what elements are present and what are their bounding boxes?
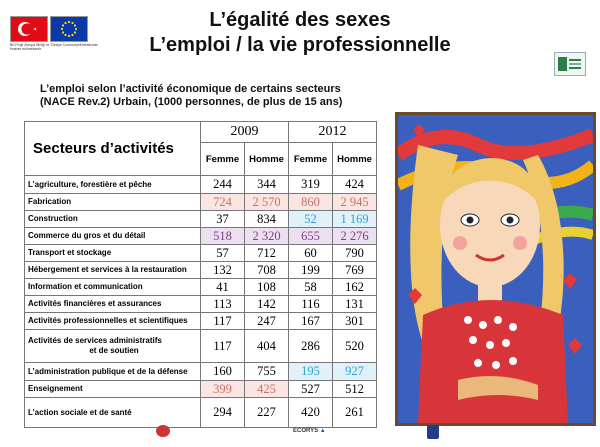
cell-value: 160	[201, 363, 245, 381]
table-row	[25, 296, 377, 313]
cell-value: 261	[333, 398, 377, 428]
table-row	[25, 176, 377, 194]
cell-value: 162	[333, 279, 377, 296]
cell-value: 41	[201, 279, 245, 296]
title-line-1: L’égalité des sexes	[209, 9, 391, 31]
sector-header: Secteurs d’activités	[25, 122, 201, 176]
page-title	[100, 8, 500, 58]
cell-value: 117	[201, 313, 245, 330]
table-row	[25, 228, 377, 245]
cell-value: 655	[289, 228, 333, 245]
table-row	[25, 363, 377, 381]
table-row	[25, 381, 377, 398]
cell-value: 52	[289, 211, 333, 228]
ministry-seal-icon	[427, 425, 439, 439]
cell-value: 142	[245, 296, 289, 313]
cell-value: 2 320	[245, 228, 289, 245]
cell-value: 2 570	[245, 194, 289, 211]
row-label-line-2: et de soutien	[89, 346, 139, 355]
row-label: Hébergement et services à la restauration	[25, 262, 201, 279]
cell-value: 57	[201, 245, 245, 262]
ecorys-logo	[293, 428, 353, 434]
employment-table	[24, 121, 377, 428]
cell-value: 712	[245, 245, 289, 262]
cell-value: 2 945	[333, 194, 377, 211]
female-header: Femme	[289, 143, 333, 176]
footer-logo-icon	[156, 425, 170, 437]
cell-value: 520	[333, 330, 377, 363]
cell-value: 527	[289, 381, 333, 398]
table-row	[25, 194, 377, 211]
cell-value: 60	[289, 245, 333, 262]
partner-logo-icon	[554, 52, 586, 76]
cell-value: 319	[289, 176, 333, 194]
cell-value: 167	[289, 313, 333, 330]
eu-flag-icon	[50, 16, 88, 42]
cell-value: 518	[201, 228, 245, 245]
year-header: 2012	[289, 122, 377, 143]
row-label	[25, 330, 201, 363]
female-header: Femme	[201, 143, 245, 176]
cell-value: 108	[245, 279, 289, 296]
cell-value: 117	[201, 330, 245, 363]
table-year-row	[25, 122, 377, 143]
male-header: Homme	[333, 143, 377, 176]
cell-value: 227	[245, 398, 289, 428]
cell-value: 755	[245, 363, 289, 381]
row-label: L’agriculture, forestière et pêche	[25, 176, 201, 194]
row-label: Information et communication	[25, 279, 201, 296]
cell-value: 116	[289, 296, 333, 313]
cell-value: 2 276	[333, 228, 377, 245]
cell-value: 195	[289, 363, 333, 381]
cell-value: 301	[333, 313, 377, 330]
cell-value: 708	[245, 262, 289, 279]
cell-value: 512	[333, 381, 377, 398]
table-row	[25, 279, 377, 296]
table-row	[25, 211, 377, 228]
table-row	[25, 245, 377, 262]
cell-value: 247	[245, 313, 289, 330]
cell-value: 294	[201, 398, 245, 428]
table-row	[25, 313, 377, 330]
table-caption	[40, 83, 380, 109]
cell-value: 344	[245, 176, 289, 194]
row-label-line-1: Activités de services administratifs	[28, 336, 162, 345]
turkey-flag-icon	[10, 16, 48, 42]
row-label: Activités professionnelles et scientifiques	[25, 313, 201, 330]
cell-value: 58	[289, 279, 333, 296]
cell-value: 790	[333, 245, 377, 262]
cell-value: 286	[289, 330, 333, 363]
cell-value: 1 169	[333, 211, 377, 228]
cell-value: 404	[245, 330, 289, 363]
cell-value: 769	[333, 262, 377, 279]
table-row	[25, 330, 377, 363]
title-line-2: L’emploi / la vie professionnelle	[149, 34, 451, 56]
triangle-icon: ▲	[319, 428, 326, 434]
cell-value: 424	[333, 176, 377, 194]
ecorys-label: ECORYS	[293, 428, 319, 434]
cell-value: 420	[289, 398, 333, 428]
cell-value: 132	[201, 262, 245, 279]
male-header: Homme	[245, 143, 289, 176]
cell-value: 113	[201, 296, 245, 313]
cell-value: 425	[245, 381, 289, 398]
cell-value: 244	[201, 176, 245, 194]
cell-value: 834	[245, 211, 289, 228]
cell-value: 724	[201, 194, 245, 211]
cell-value: 131	[333, 296, 377, 313]
table-row	[25, 262, 377, 279]
row-label: Transport et stockage	[25, 245, 201, 262]
row-label: Enseignement	[25, 381, 201, 398]
row-label: L’action sociale et de santé	[25, 398, 201, 428]
cell-value: 399	[201, 381, 245, 398]
cell-value: 199	[289, 262, 333, 279]
row-label: Activités financières et assurances	[25, 296, 201, 313]
row-label: Fabrication	[25, 194, 201, 211]
flags-caption: Bu Proje Avrupa Birliği ve Türkiye Cumhuriyeti tarafından finanse edilmektedir	[10, 43, 99, 51]
table-row	[25, 398, 377, 428]
row-label: L’administration publique et de la défense	[25, 363, 201, 381]
cell-value: 927	[333, 363, 377, 381]
row-label: Commerce du gros et du détail	[25, 228, 201, 245]
year-header: 2009	[201, 122, 289, 143]
caption-line-1: L’emploi selon l’activité économique de certains secteurs	[40, 83, 341, 95]
caption-line-2: (NACE Rev.2) Urbain, (1000 personnes, de plus de 15 ans)	[40, 96, 343, 108]
row-label: Construction	[25, 211, 201, 228]
cell-value: 37	[201, 211, 245, 228]
child-painting-image	[395, 112, 596, 426]
cell-value: 860	[289, 194, 333, 211]
